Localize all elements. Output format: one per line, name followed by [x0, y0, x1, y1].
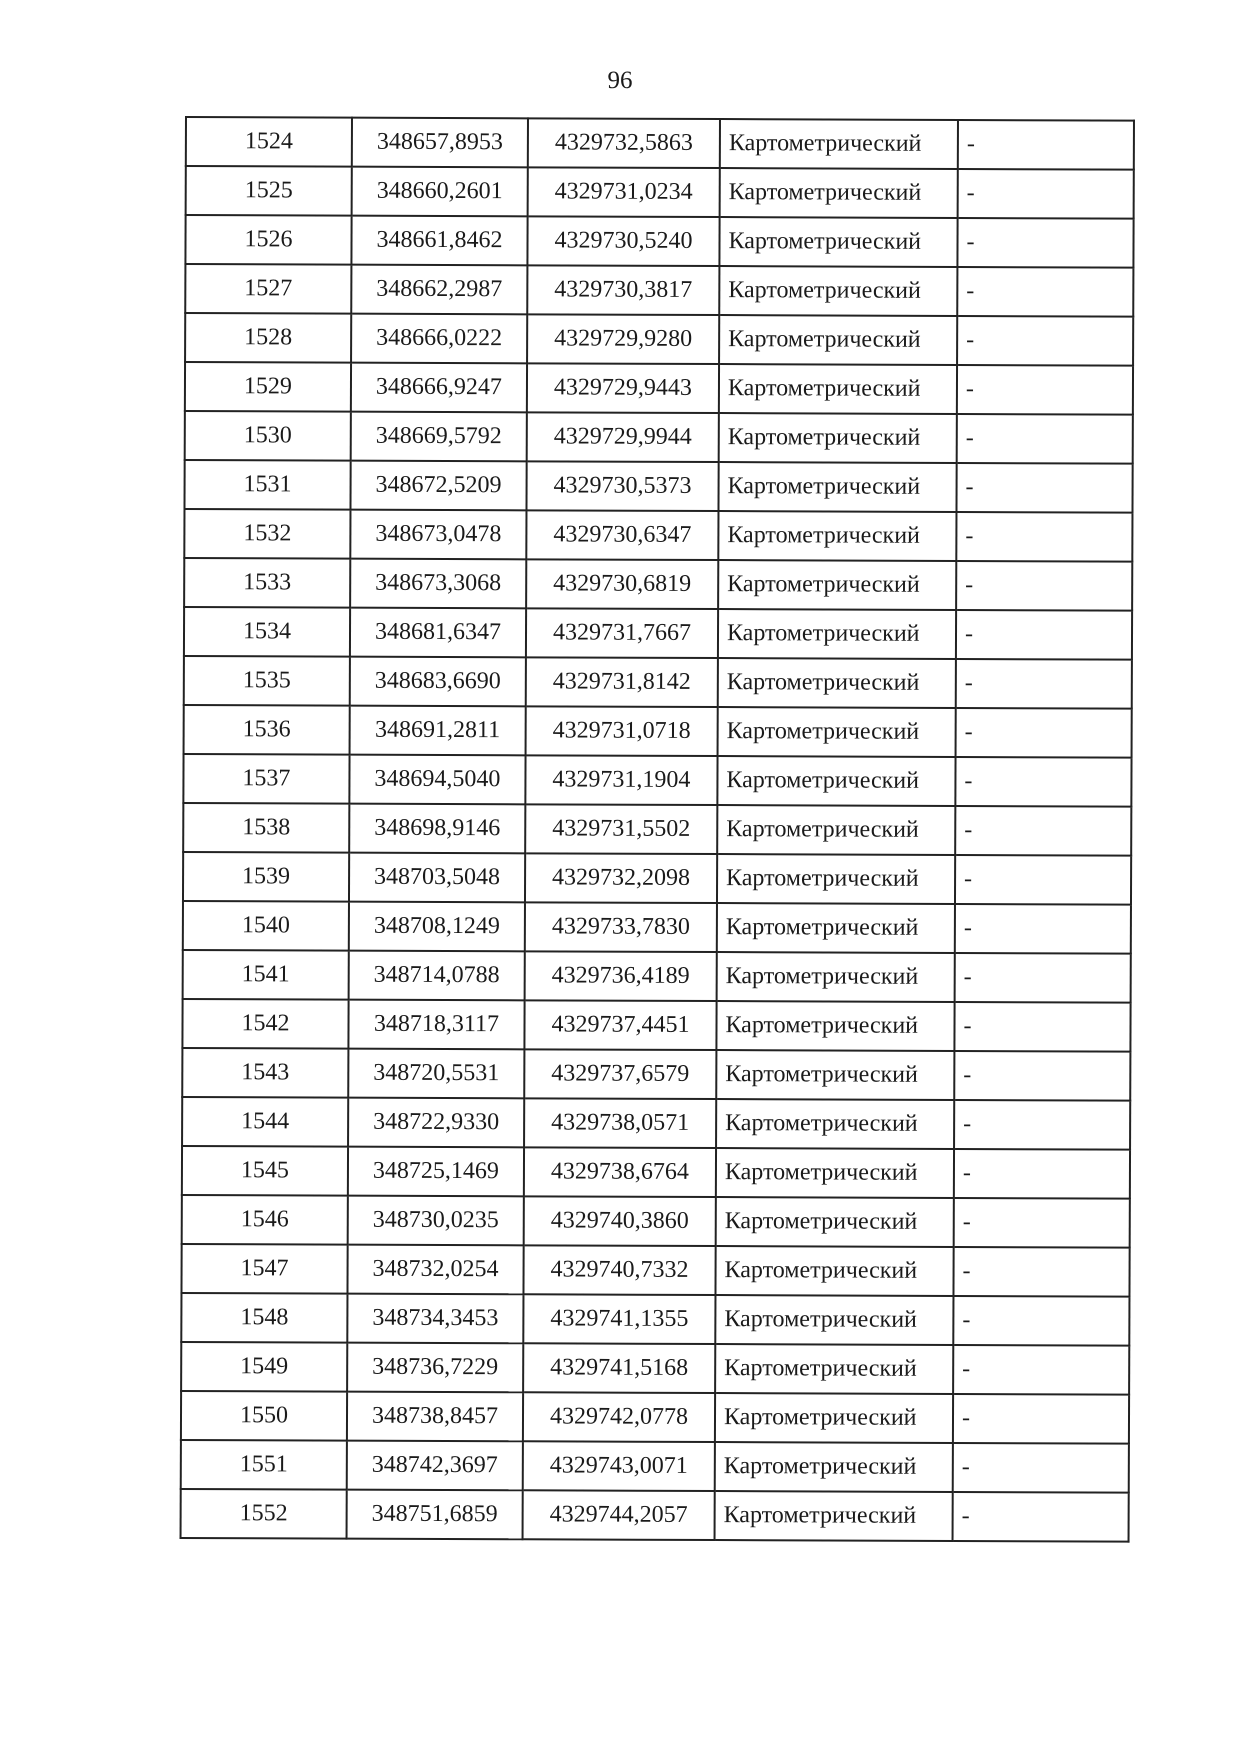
point-number-cell: 1538 — [183, 803, 349, 853]
x-coordinate-cell: 348698,9146 — [349, 804, 525, 854]
method-cell: Картометрический — [715, 1344, 953, 1394]
table-row — [186, 166, 1134, 219]
x-coordinate-cell: 348694,5040 — [349, 755, 525, 805]
x-coordinate-cell: 348708,1249 — [349, 902, 525, 952]
y-coordinate-cell: 4329732,2098 — [525, 853, 717, 903]
table-row — [185, 362, 1133, 415]
y-coordinate-cell: 4329741,5168 — [523, 1343, 715, 1393]
method-cell: Картометрический — [717, 854, 955, 904]
note-cell: - — [958, 120, 1134, 170]
x-coordinate-cell: 348673,3068 — [350, 559, 526, 609]
method-cell: Картометрический — [716, 1197, 954, 1247]
method-cell: Картометрический — [717, 903, 955, 953]
y-coordinate-cell: 4329731,0718 — [526, 706, 718, 756]
y-coordinate-cell: 4329742,0778 — [523, 1392, 715, 1442]
x-coordinate-cell: 348657,8953 — [352, 118, 528, 168]
x-coordinate-cell: 348703,5048 — [349, 853, 525, 903]
point-number-cell: 1524 — [186, 117, 352, 167]
note-cell: - — [956, 463, 1132, 513]
x-coordinate-cell: 348718,3117 — [348, 1000, 524, 1050]
table-row — [183, 950, 1131, 1003]
y-coordinate-cell: 4329729,9280 — [527, 314, 719, 364]
table-row — [182, 1146, 1130, 1199]
method-cell: Картометрический — [718, 658, 956, 708]
note-cell: - — [954, 1100, 1130, 1150]
method-cell: Картометрический — [719, 413, 957, 463]
point-number-cell: 1526 — [185, 215, 351, 265]
point-number-cell: 1542 — [182, 999, 348, 1049]
point-number-cell: 1537 — [183, 754, 349, 804]
table-row — [181, 1293, 1129, 1346]
x-coordinate-cell: 348669,5792 — [351, 412, 527, 462]
table-row — [182, 1195, 1130, 1248]
table-body — [181, 117, 1134, 1542]
method-cell: Картометрический — [718, 707, 956, 757]
table-row — [181, 1244, 1129, 1297]
note-cell: - — [956, 708, 1132, 758]
table-row — [184, 558, 1132, 611]
y-coordinate-cell: 4329740,3860 — [524, 1196, 716, 1246]
table-row — [181, 1342, 1129, 1395]
point-number-cell: 1546 — [182, 1195, 348, 1245]
note-cell: - — [956, 561, 1132, 611]
point-number-cell: 1543 — [182, 1048, 348, 1098]
point-number-cell: 1540 — [183, 901, 349, 951]
note-cell: - — [954, 1051, 1130, 1101]
table-row — [185, 411, 1133, 464]
y-coordinate-cell: 4329743,0071 — [523, 1441, 715, 1491]
table-row — [185, 313, 1133, 366]
note-cell: - — [958, 169, 1134, 219]
x-coordinate-cell: 348720,5531 — [348, 1049, 524, 1099]
note-cell: - — [956, 512, 1132, 562]
table-row — [181, 1440, 1129, 1493]
point-number-cell: 1530 — [185, 411, 351, 461]
x-coordinate-cell: 348662,2987 — [351, 265, 527, 315]
y-coordinate-cell: 4329731,1904 — [525, 755, 717, 805]
point-number-cell: 1549 — [181, 1342, 347, 1392]
table-row — [183, 754, 1131, 807]
point-number-cell: 1533 — [184, 558, 350, 608]
note-cell: - — [953, 1394, 1129, 1444]
y-coordinate-cell: 4329738,6764 — [524, 1147, 716, 1197]
point-number-cell: 1551 — [181, 1440, 347, 1490]
point-number-cell: 1544 — [182, 1097, 348, 1147]
table-row — [183, 901, 1131, 954]
table-row — [182, 1048, 1130, 1101]
x-coordinate-cell: 348734,3453 — [347, 1294, 523, 1344]
table-row — [185, 264, 1133, 317]
note-cell: - — [957, 365, 1133, 415]
point-number-cell: 1531 — [184, 460, 350, 510]
x-coordinate-cell: 348730,0235 — [348, 1196, 524, 1246]
y-coordinate-cell: 4329738,0571 — [524, 1098, 716, 1148]
method-cell: Картометрический — [715, 1442, 953, 1492]
x-coordinate-cell: 348673,0478 — [350, 510, 526, 560]
y-coordinate-cell: 4329731,7667 — [526, 608, 718, 658]
y-coordinate-cell: 4329736,4189 — [525, 951, 717, 1001]
y-coordinate-cell: 4329729,9443 — [527, 363, 719, 413]
note-cell: - — [954, 1149, 1130, 1199]
point-number-cell: 1539 — [183, 852, 349, 902]
note-cell: - — [953, 1296, 1129, 1346]
method-cell: Картометрический — [717, 952, 955, 1002]
note-cell: - — [953, 1247, 1129, 1297]
method-cell: Картометрический — [716, 1148, 954, 1198]
method-cell: Картометрический — [715, 1246, 953, 1296]
table-row — [183, 803, 1131, 856]
point-number-cell: 1527 — [185, 264, 351, 314]
note-cell: - — [953, 1443, 1129, 1493]
note-cell: - — [955, 806, 1131, 856]
method-cell: Картометрический — [716, 1050, 954, 1100]
x-coordinate-cell: 348714,0788 — [349, 951, 525, 1001]
note-cell: - — [957, 316, 1133, 366]
table-row — [184, 656, 1132, 709]
y-coordinate-cell: 4329731,5502 — [525, 804, 717, 854]
method-cell: Картометрический — [720, 168, 958, 218]
table-row — [182, 999, 1130, 1052]
method-cell: Картометрический — [719, 315, 957, 365]
point-number-cell: 1545 — [182, 1146, 348, 1196]
method-cell: Картометрический — [718, 462, 956, 512]
note-cell: - — [956, 659, 1132, 709]
method-cell: Картометрический — [715, 1295, 953, 1345]
note-cell: - — [957, 267, 1133, 317]
table-row — [186, 117, 1134, 170]
y-coordinate-cell: 4329737,4451 — [524, 1000, 716, 1050]
note-cell: - — [955, 904, 1131, 954]
coordinates-table — [180, 116, 1135, 1543]
x-coordinate-cell: 348683,6690 — [350, 657, 526, 707]
y-coordinate-cell: 4329729,9944 — [527, 412, 719, 462]
table-row — [184, 460, 1132, 513]
x-coordinate-cell: 348725,1469 — [348, 1147, 524, 1197]
y-coordinate-cell: 4329731,0234 — [528, 167, 720, 217]
method-cell: Картометрический — [720, 119, 958, 169]
note-cell: - — [956, 610, 1132, 660]
x-coordinate-cell: 348751,6859 — [347, 1490, 523, 1540]
note-cell: - — [957, 414, 1133, 464]
note-cell: - — [955, 855, 1131, 905]
point-number-cell: 1534 — [184, 607, 350, 657]
x-coordinate-cell: 348681,6347 — [350, 608, 526, 658]
y-coordinate-cell: 4329733,7830 — [525, 902, 717, 952]
method-cell: Картометрический — [716, 1099, 954, 1149]
note-cell: - — [957, 218, 1133, 268]
method-cell: Картометрический — [719, 364, 957, 414]
note-cell: - — [953, 1492, 1129, 1542]
point-number-cell: 1541 — [183, 950, 349, 1000]
y-coordinate-cell: 4329730,5240 — [527, 216, 719, 266]
page-number: 96 — [607, 67, 633, 94]
method-cell: Картометрический — [718, 609, 956, 659]
method-cell: Картометрический — [717, 756, 955, 806]
table-row — [183, 852, 1131, 905]
y-coordinate-cell: 4329730,3817 — [527, 265, 719, 315]
x-coordinate-cell: 348742,3697 — [347, 1441, 523, 1491]
y-coordinate-cell: 4329740,7332 — [523, 1245, 715, 1295]
x-coordinate-cell: 348660,2601 — [352, 167, 528, 217]
y-coordinate-cell: 4329731,8142 — [526, 657, 718, 707]
method-cell: Картометрический — [715, 1393, 953, 1443]
method-cell: Картометрический — [715, 1491, 953, 1541]
x-coordinate-cell: 348691,2811 — [350, 706, 526, 756]
point-number-cell: 1532 — [184, 509, 350, 559]
method-cell: Картометрический — [718, 560, 956, 610]
y-coordinate-cell: 4329730,5373 — [526, 461, 718, 511]
method-cell: Картометрический — [719, 266, 957, 316]
table-row — [184, 607, 1132, 660]
y-coordinate-cell: 4329730,6819 — [526, 559, 718, 609]
note-cell: - — [955, 953, 1131, 1003]
point-number-cell: 1552 — [181, 1489, 347, 1539]
note-cell: - — [954, 1198, 1130, 1248]
y-coordinate-cell: 4329732,5863 — [528, 118, 720, 168]
note-cell: - — [955, 757, 1131, 807]
table-row — [184, 705, 1132, 758]
point-number-cell: 1535 — [184, 656, 350, 706]
table-row — [181, 1391, 1129, 1444]
y-coordinate-cell: 4329741,1355 — [523, 1294, 715, 1344]
point-number-cell: 1547 — [181, 1244, 347, 1294]
x-coordinate-cell: 348722,9330 — [348, 1098, 524, 1148]
method-cell: Картометрический — [717, 805, 955, 855]
x-coordinate-cell: 348661,8462 — [351, 216, 527, 266]
coordinates-table-wrapper — [180, 116, 1133, 1543]
y-coordinate-cell: 4329737,6579 — [524, 1049, 716, 1099]
point-number-cell: 1550 — [181, 1391, 347, 1441]
method-cell: Картометрический — [716, 1001, 954, 1051]
point-number-cell: 1528 — [185, 313, 351, 363]
point-number-cell: 1529 — [185, 362, 351, 412]
point-number-cell: 1548 — [181, 1293, 347, 1343]
method-cell: Картометрический — [718, 511, 956, 561]
y-coordinate-cell: 4329744,2057 — [523, 1490, 715, 1540]
table-row — [181, 1489, 1129, 1542]
note-cell: - — [954, 1002, 1130, 1052]
x-coordinate-cell: 348666,9247 — [351, 363, 527, 413]
table-row — [185, 215, 1133, 268]
x-coordinate-cell: 348672,5209 — [350, 461, 526, 511]
point-number-cell: 1525 — [186, 166, 352, 216]
y-coordinate-cell: 4329730,6347 — [526, 510, 718, 560]
x-coordinate-cell: 348736,7229 — [347, 1343, 523, 1393]
method-cell: Картометрический — [719, 217, 957, 267]
x-coordinate-cell: 348666,0222 — [351, 314, 527, 364]
x-coordinate-cell: 348732,0254 — [347, 1245, 523, 1295]
x-coordinate-cell: 348738,8457 — [347, 1392, 523, 1442]
table-row — [182, 1097, 1130, 1150]
point-number-cell: 1536 — [184, 705, 350, 755]
note-cell: - — [953, 1345, 1129, 1395]
table-row — [184, 509, 1132, 562]
